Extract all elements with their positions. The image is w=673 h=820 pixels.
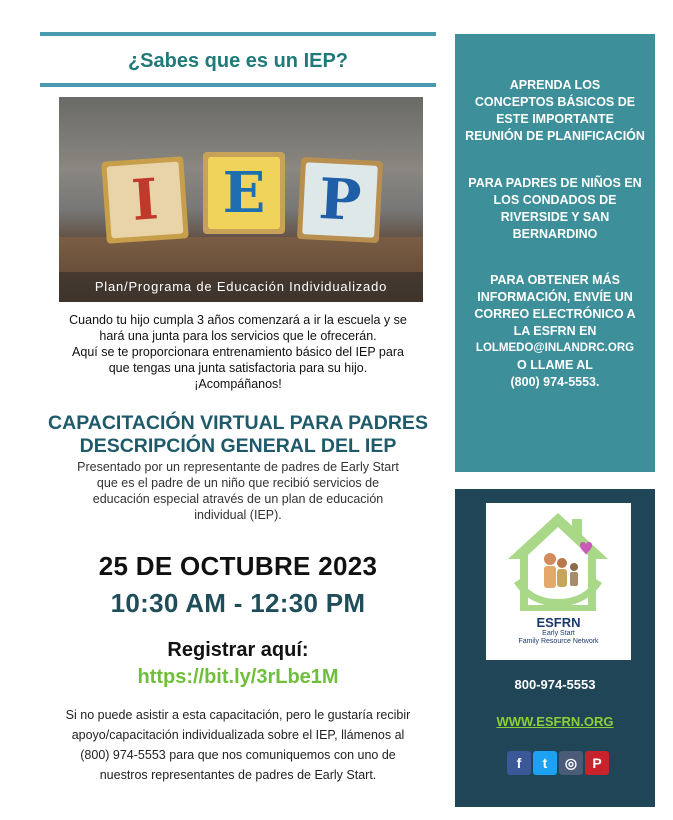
info-line: APRENDA LOS xyxy=(509,78,601,92)
info-line: ESTE IMPORTANTE xyxy=(496,112,614,126)
presenter-line: que es el padre de un niño que recibió servicios de xyxy=(96,476,380,490)
contact-phone: (800) 974-5553. xyxy=(510,375,600,389)
footer-note xyxy=(40,705,436,785)
info-line: PARA PADRES DE NIÑOS EN xyxy=(468,176,642,190)
footer-line: (800) 974-5553 para que nos comuniquemos con uno de xyxy=(80,748,396,762)
info-line: LOS CONDADOS DE xyxy=(493,193,617,207)
title-divider xyxy=(40,83,436,87)
website-link[interactable]: WWW.ESFRN.ORG xyxy=(496,714,614,729)
letter-block-p: P xyxy=(297,157,383,243)
info-line: PARA OBTENER MÁS xyxy=(490,273,620,287)
letter-block-i: I xyxy=(101,156,189,244)
info-line: CORREO ELECTRÓNICO A xyxy=(474,307,636,321)
logo-subtitle-line: Early Start xyxy=(542,630,575,637)
presenter-line: Presentado por un representante de padres de Early Start xyxy=(77,460,399,474)
hero-image xyxy=(59,97,423,302)
letter-block-e: E xyxy=(203,152,285,234)
intro-line: Aquí se te proporcionara entrenamiento básico del IEP para xyxy=(72,345,404,359)
info-paragraph-3 xyxy=(455,272,655,391)
info-paragraph-2 xyxy=(455,175,655,243)
footer-line: Si no puede asistir a esta capacitación, pero le gustaría recibir xyxy=(65,708,411,722)
page-title: ¿Sabes que es un IEP? xyxy=(127,50,349,72)
info-line: RIVERSIDE Y SAN xyxy=(500,210,610,224)
intro-line: que tengas una junta satisfactoria para su hijo. xyxy=(108,361,368,375)
event-time: 10:30 AM - 12:30 PM xyxy=(110,588,366,618)
info-line: REUNIÓN DE PLANIFICACIÓN xyxy=(465,129,645,143)
logo-subtitle xyxy=(486,630,631,646)
contact-email[interactable]: LOLMEDO@INLANDRC.ORG xyxy=(475,342,635,354)
info-line: BERNARDINO xyxy=(512,227,598,241)
training-title-line: DESCRIPCIÓN GENERAL DEL IEP xyxy=(79,435,397,457)
presenter-line: educación especial através de un plan de educación xyxy=(92,492,384,506)
logo-title: ESFRN xyxy=(536,615,581,630)
info-line: INFORMACIÓN, ENVÍE UN xyxy=(477,290,633,304)
pinterest-icon[interactable]: P xyxy=(585,751,609,775)
info-paragraph-1 xyxy=(455,77,655,145)
intro-text xyxy=(40,312,436,392)
facebook-icon[interactable]: f xyxy=(507,751,531,775)
social-links xyxy=(507,751,609,775)
register-link[interactable]: https://bit.ly/3rLbe1M xyxy=(137,666,339,688)
footer-line: apoyo/capacitación individualizada sobre el IEP, llámenos al xyxy=(71,728,405,742)
presenter-description xyxy=(40,459,436,523)
info-line: CONCEPTOS BÁSICOS DE xyxy=(474,95,636,109)
event-date: 25 DE OCTUBRE 2023 xyxy=(98,551,378,581)
footer-line: nuestros representantes de padres de Early Start. xyxy=(99,768,377,782)
info-panel xyxy=(455,34,655,472)
register-label: Registrar aquí: xyxy=(167,639,309,661)
info-line: O LLAME AL xyxy=(517,358,593,372)
phone-number: 800-974-5553 xyxy=(514,677,596,692)
instagram-icon[interactable]: ◎ xyxy=(559,751,583,775)
info-line: LA ESFRN EN xyxy=(513,324,597,338)
twitter-icon[interactable]: t xyxy=(533,751,557,775)
training-title xyxy=(40,412,436,458)
esfrn-logo xyxy=(486,503,631,660)
left-column xyxy=(40,32,436,785)
training-title-line: CAPACITACIÓN VIRTUAL PARA PADRES xyxy=(48,412,428,434)
intro-line: Cuando tu hijo cumpla 3 años comenzará a ir la escuela y se xyxy=(69,313,407,327)
logo-subtitle-line: Family Resource Network xyxy=(518,638,599,645)
contact-panel xyxy=(455,489,655,807)
house-family-icon xyxy=(500,509,617,615)
hero-caption: Plan/Programa de Educación Individualizado xyxy=(59,272,423,302)
intro-line: hará una junta para los servicios que le ofrecerán. xyxy=(99,329,377,343)
intro-line: ¡Acompáñanos! xyxy=(194,377,282,391)
presenter-line: individual (IEP). xyxy=(194,508,282,522)
